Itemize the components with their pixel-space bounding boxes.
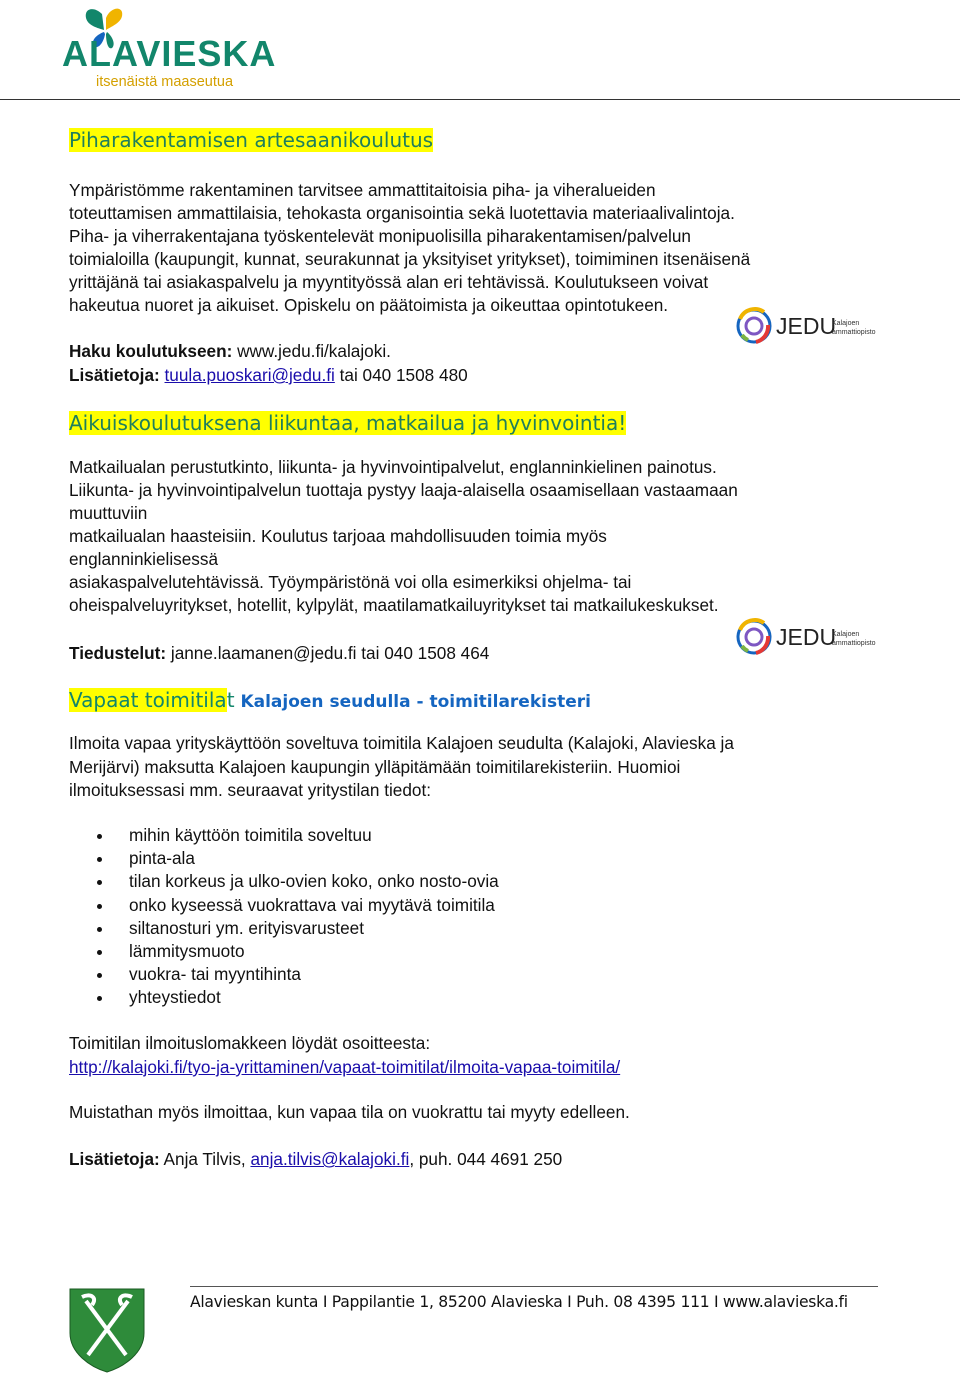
jedu-swirl-icon [738,309,770,342]
svg-text:ammattiopisto: ammattiopisto [832,640,876,647]
list-item: vuokra- tai myyntihinta [129,963,499,986]
form-link[interactable]: http://kalajoki.fi/tyo-ja-yrittaminen/vapaat-toimitilat/ilmoita-vapaa-toimitila/ [69,1057,621,1077]
svg-text:ammattiopisto: ammattiopisto [832,329,876,336]
logo-name: ALAVIESKA [62,33,277,74]
bullet-list [129,824,499,1010]
jedu-logo [734,616,879,658]
list-item: pinta-ala [129,847,499,870]
info-line-1: Lisätietoja: tuula.puoskari@jedu.fi tai 040 1508 480 [69,365,468,385]
footer-text: Alavieskan kunta I Pappilantie 1, 85200 Alavieska I Puh. 08 4395 111 I www.alavieska.fi [190,1293,848,1311]
section3-intro [69,732,899,803]
body-line: Ympäristömme rakentaminen tarvitsee ammattitaitoisia piha- ja viheralueiden [69,180,656,200]
apply-line: Haku koulutukseen: www.jedu.fi/kalajoki. [69,341,391,361]
coat-of-arms-icon [68,1287,146,1373]
section1-body [69,179,899,317]
body-line: Matkailualan perustutkinto, liikunta- ja hyvinvointipalvelut, englanninkielinen painotus. [69,457,717,477]
body-line: yrittäjänä tai asiakaspalvelu ja myyntityössä alan eri tehtävissä. Koulutukseen voivat [69,272,709,292]
body-line: ilmoituksessasi mm. seuraavat yritystilan tiedot: [69,780,432,800]
svg-text:Kalajoen: Kalajoen [832,631,860,638]
list-item: yhteystiedot [129,986,499,1009]
section-title-pihakoulutus: Piharakentamisen artesaanikoulutus [69,128,434,152]
alavieska-logo [62,4,292,94]
body-line: asiakaspalvelutehtävissä. Työympäristönä voi olla esimerkiksi ohjelma- tai [69,572,632,592]
body-line: toteuttamisen ammattilaisia, tehokasta organisointia sekä luotettavia materiaalivalintoja. [69,203,735,223]
jedu-logo [734,305,879,347]
body-line: Ilmoita vapaa yrityskäyttöön soveltuva toimitila Kalajoen seudulta (Kalajoki, Alavieska ja [69,733,734,753]
email-link-anja[interactable]: anja.tilvis@kalajoki.fi [250,1149,410,1169]
body-line: englanninkielisessä [69,549,219,569]
list-item: tilan korkeus ja ulko-ovien koko, onko nosto-ovia [129,870,499,893]
body-line: Liikunta- ja hyvinvointipalvelun tuottaja pystyy laaja-alaisella osaamisellaan vastaamaan [69,480,738,500]
body-line: oheispalveluyritykset, hotellit, kylpylät, maatilamatkailuyritykset tai matkailukeskukset. [69,595,719,615]
body-line: hakeutua nuoret ja aikuiset. Opiskelu on päätoimista ja oikeuttaa opintotukeen. [69,295,669,315]
body-line: matkailualan haasteisiin. Koulutus tarjoaa mahdollisuuden toimia myös [69,526,607,546]
footer-divider [190,1286,878,1287]
header-divider [0,99,960,100]
svg-text:Kalajoen: Kalajoen [832,320,860,327]
section-title-aikuiskoulutus: Aikuiskoulutuksena liikuntaa, matkailua ja hyvinvointia! [69,411,627,435]
jedu-wordmark: JEDU [776,624,837,650]
contact-line: Tiedustelut: janne.laamanen@jedu.fi tai 040 1508 464 [69,643,490,663]
section-title-toimitilat: Vapaat toimitilat Kalajoen seudulla - toimitilarekisteri [69,688,591,712]
body-line: Merijärvi) maksutta Kalajoen kaupungin ylläpitämään toimitilarekisteriin. Huomioi [69,756,681,777]
form-link-row [69,1056,620,1079]
list-item: lämmitysmuoto [129,940,499,963]
form-text: Toimitilan ilmoituslomakkeen löydät osoitteesta: [69,1033,431,1053]
logo-tagline: itsenäistä maaseutua [96,74,234,90]
body-line: muuttuviin [69,503,148,523]
list-item: mihin käyttöön toimitila soveltuu [129,824,499,847]
list-item: onko kyseessä vuokrattava vai myytävä toimitila [129,894,499,917]
section2-body [69,456,899,617]
body-line: Piha- ja viherrakentajana työskentelevät monipuolisilla piharakentamisen/palvelun [69,226,691,246]
list-item: siltanosturi ym. erityisvarusteet [129,917,499,940]
body-line: toimialoilla (kaupungit, kunnat, seurakunnat ja yksityiset yritykset), toimiminen itsenäisenä [69,249,751,269]
butterfly-icon [86,9,104,30]
reminder-text: Muistathan myös ilmoittaa, kun vapaa tila on vuokrattu tai myyty edelleen. [69,1102,630,1122]
jedu-swirl-icon [738,620,770,653]
info-line-2: Lisätietoja: Anja Tilvis, anja.tilvis@kalajoki.fi, puh. 044 4691 250 [69,1149,563,1169]
email-link-tuula[interactable]: tuula.puoskari@jedu.fi [164,365,335,385]
jedu-wordmark: JEDU [776,313,837,339]
